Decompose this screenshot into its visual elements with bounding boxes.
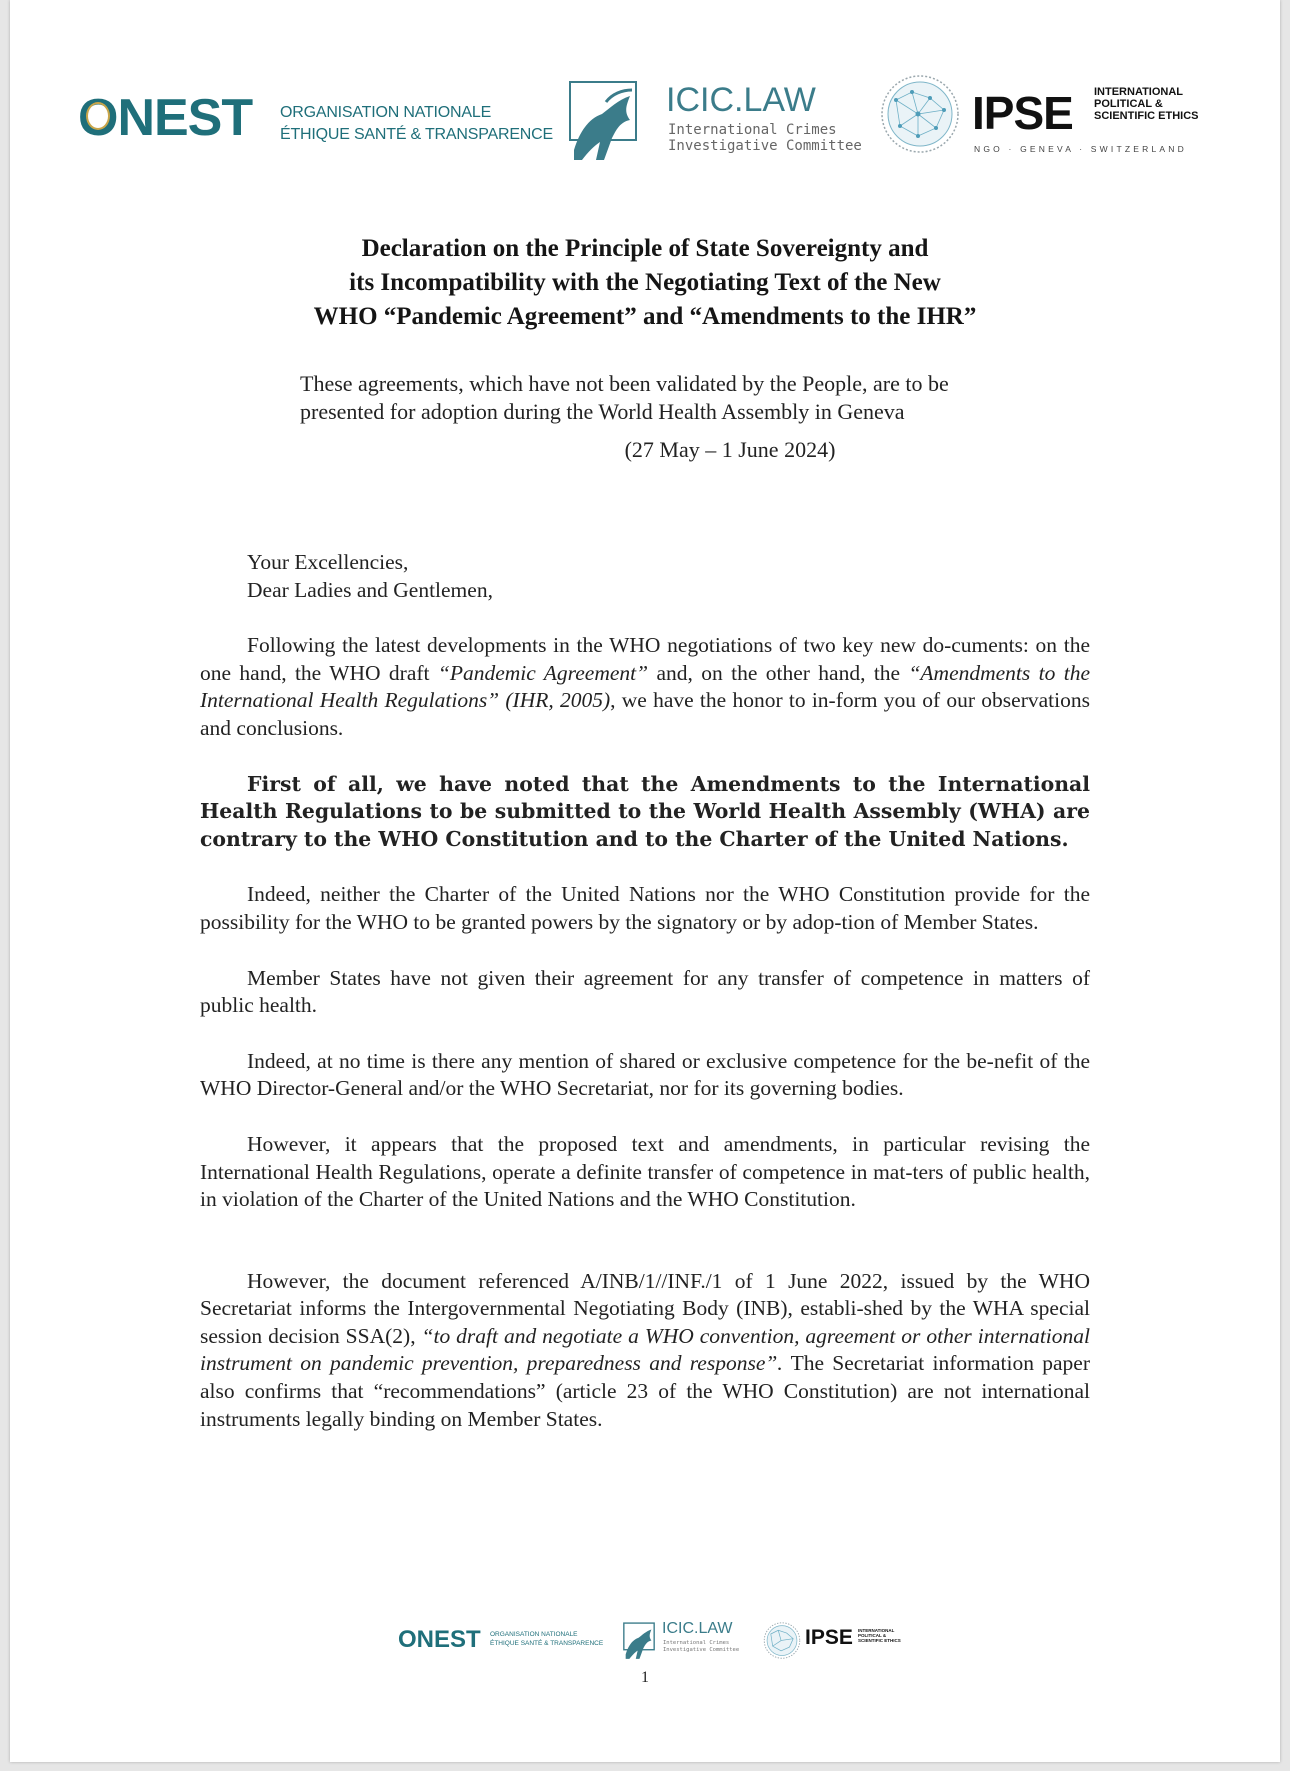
paragraph-first-of-all: First of all, we have noted that the Amendments to the International Health Regulations to be submitted to the World Health Assembly (WHA) are contrary to the WHO Constitution and to the Charter of the United Nations.: [200, 771, 1090, 851]
scales-emblem-icon: [86, 102, 110, 130]
paragraph-charter: Indeed, neither the Charter of the United Nations nor the WHO Constitution provide for the possibility for the WHO to be granted powers by the signatory or by adop-tion of Member States.: [200, 882, 1090, 934]
title-line2: its Incompatibility with the Negotiating Text of the New: [349, 269, 941, 296]
ipse-desc-line2: POLITICAL &: [1094, 98, 1163, 110]
p1-italic-amendments: “Amendments to the International Health Regulations” (IHR, 2005): [200, 660, 1090, 713]
ipse-desc-line3: SCIENTIFIC ETHICS: [1094, 110, 1199, 122]
declaration-subtitle: [300, 370, 1020, 464]
globe-network-icon: [878, 70, 962, 160]
footer-icic-subtitle: [663, 1640, 763, 1654]
footer-onest-logo: ONEST: [398, 1626, 481, 1653]
footer-onest-text: [490, 1630, 610, 1648]
footer-onest-line2: ÉTHIQUE SANTÉ & TRANSPARENCE: [490, 1640, 604, 1647]
onest-line1: ORGANISATION NATIONALE: [280, 104, 492, 121]
footer-ipse-line1: INTERNATIONAL: [858, 1628, 895, 1633]
bull-emblem-icon: [566, 80, 640, 162]
ipse-logo-title: IPSE: [972, 87, 1073, 139]
p7-italic-quote: “to draft and negotiate a WHO convention, agreement or other international instrument on pandemic prevention, preparedness and response”.: [200, 1323, 1090, 1376]
onest-logo-text: [280, 102, 580, 146]
footer-bull-emblem-icon: [622, 1622, 656, 1660]
icic-logo-subtitle: [668, 122, 868, 154]
p1-italic-pandemic-agreement: “Pandemic Agreement”: [437, 660, 649, 685]
subtitle-line2: presented for adoption during the World Health Assembly in Geneva: [300, 399, 905, 424]
greeting-line1: Your Excellencies,: [247, 550, 409, 574]
onest-line2: ÉTHIQUE SANTÉ & TRANSPARENCE: [280, 126, 553, 143]
page-number: 1: [641, 1669, 649, 1686]
icic-sub-line1: International Crimes: [668, 122, 837, 138]
footer-onest-line1: ORGANISATION NATIONALE: [490, 1631, 578, 1638]
ipse-logo: [878, 70, 1208, 170]
document-page: [10, 0, 1280, 1762]
p7-text-a: However, the document referenced A/INB/1//INF./1 of 1 June 2022, issued by the WHO Secretariat informs the Intergovernmental Negotiating Body (INB), establi-shed by the WHA special session decision SSA(2),: [200, 1268, 1090, 1348]
footer-ipse-text: [858, 1628, 918, 1643]
paragraph-intro: [200, 632, 1090, 742]
greeting-line2: Dear Ladies and Gentlemen,: [247, 577, 493, 602]
footer-ipse-line2: POLITICAL &: [858, 1633, 887, 1638]
icic-logo-title: ICIC.LAW: [666, 81, 816, 119]
declaration-title: [0, 232, 1290, 334]
paragraph-member-states: Member States have not given their agreement for any transfer of competence in matters of public health.: [200, 965, 1090, 1018]
ipse-desc-line1: INTERNATIONAL: [1094, 86, 1184, 98]
footer-icic-line1: International Crimes: [663, 1640, 730, 1646]
footer-icic-line2: Investigative Committee: [663, 1647, 740, 1653]
ipse-logo-description: [1094, 86, 1224, 122]
paragraph-inb-document: [200, 1268, 1090, 1434]
footer-icic-title: ICIC.LAW: [662, 1620, 733, 1637]
subtitle-line1: These agreements, which have not been validated by the People, are to be: [300, 371, 949, 396]
letter-body: [200, 549, 1090, 1433]
p1-text-a: Following the latest developments in the WHO negotiations of two key new do-cuments: on the one hand, the WHO draft: [200, 633, 1090, 685]
p7-text-c: The Secretariat information paper also confirms that “recommendations” (article 23 of the WHO Constitution) are not international instruments legally binding on Member States.: [200, 1351, 1090, 1431]
p1-text-c: and, on the other hand, the: [648, 660, 909, 685]
paragraph-competence: Indeed, at no time is there any mention of shared or exclusive competence for the be-nefit of the WHO Director-General and/or the WHO Secretariat, nor for its governing bodies.: [200, 1048, 1090, 1101]
footer-ipse-line3: SCIENTIFIC ETHICS: [858, 1638, 901, 1643]
header-logo-bar: [10, 70, 1280, 180]
assembly-dates: (27 May – 1 June 2024): [624, 437, 836, 462]
title-line3: WHO “Pandemic Agreement” and “Amendments to the IHR”: [313, 303, 977, 330]
ipse-location: NGO · GENEVA · SWITZERLAND: [974, 144, 1187, 154]
icic-logo: [566, 80, 866, 170]
onest-logo-mark: ONEST: [78, 89, 253, 147]
footer-globe-network-icon: [762, 1620, 802, 1662]
footer-ipse-title: IPSE: [805, 1626, 853, 1649]
p1-text-e: , we have the honor to in-form you of our observations and conclusions.: [200, 688, 1090, 740]
paragraph-transfer: However, it appears that the proposed text and amendments, in particular revising the International Health Regulations, operate a definite transfer of competence in mat-ters of public health, in violation of the Charter of the United Nations and the WHO Constitution.: [200, 1131, 1090, 1212]
footer-logo-bar: [398, 1620, 918, 1664]
icic-sub-line2: Investigative Committee: [668, 138, 862, 154]
title-line1: Declaration on the Principle of State Sovereignty and: [361, 235, 929, 262]
